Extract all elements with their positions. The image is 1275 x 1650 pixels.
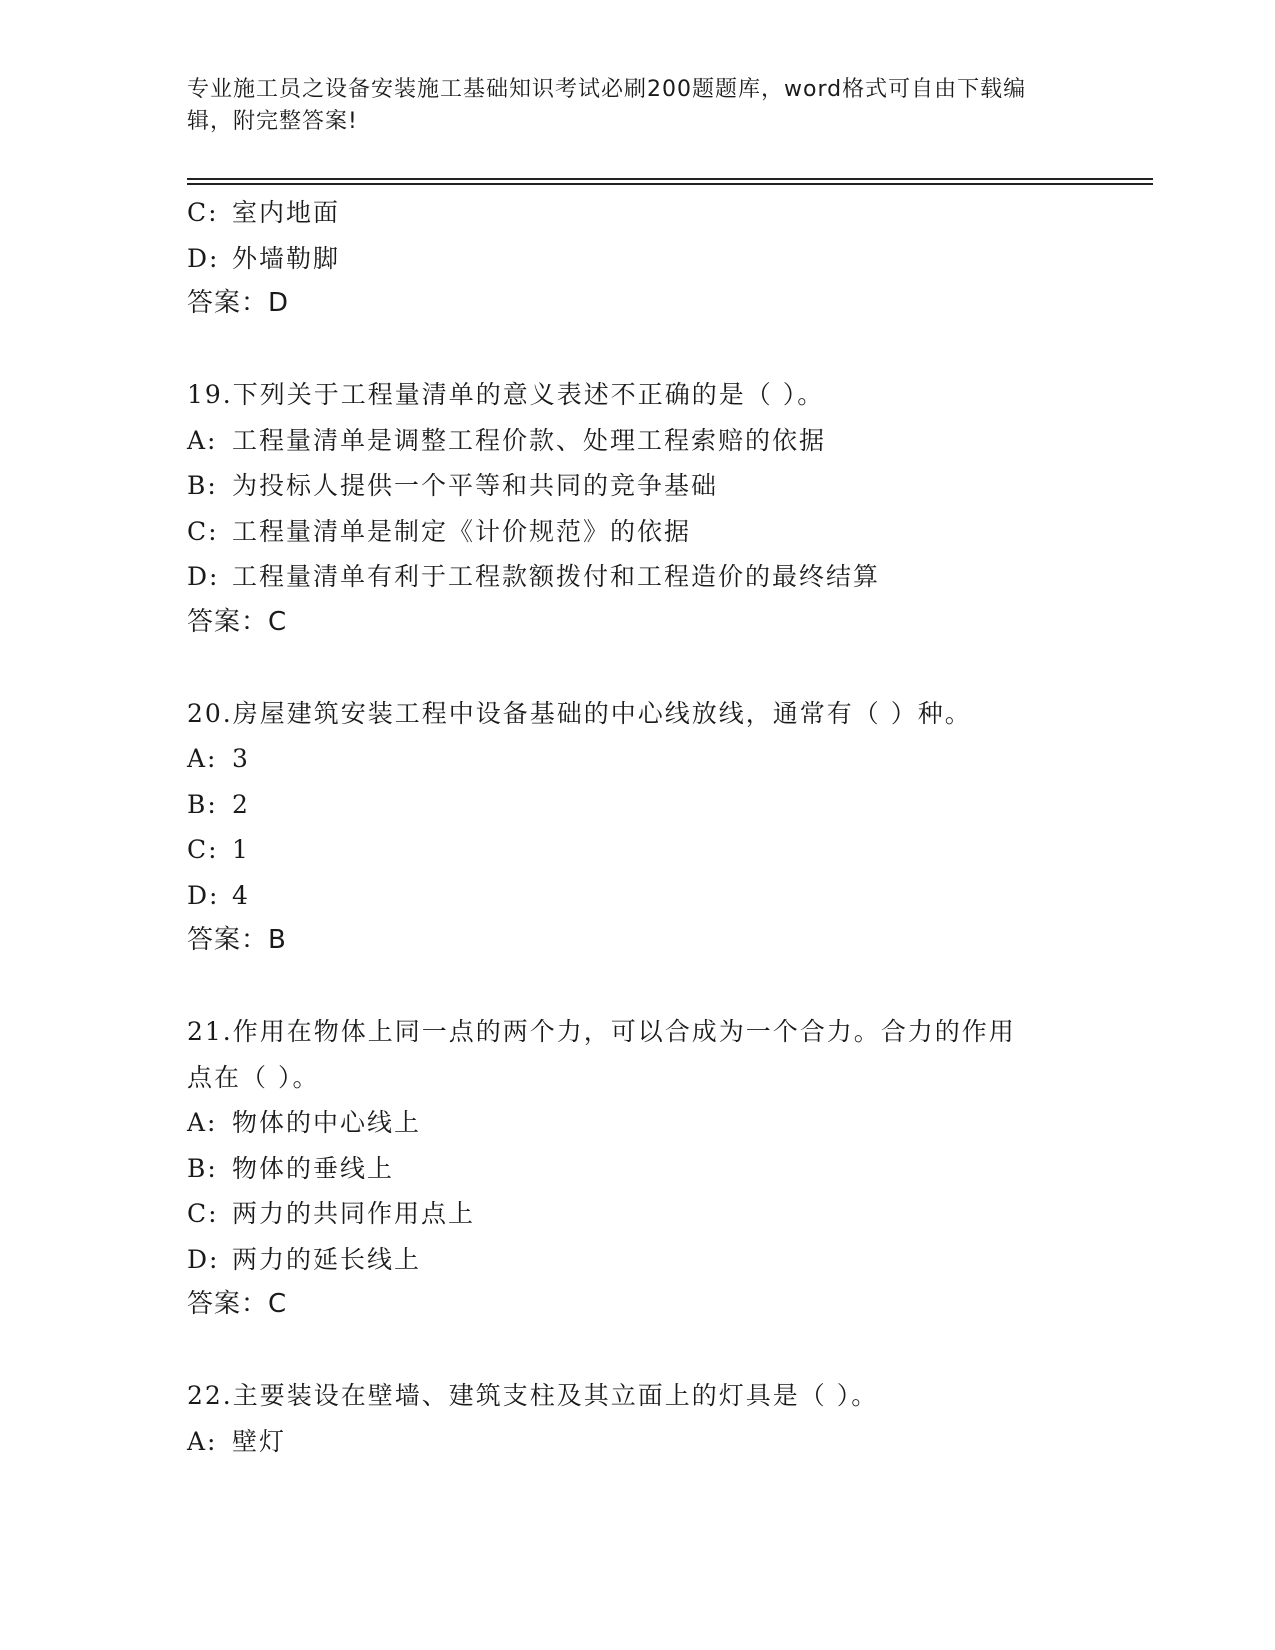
option-c <box>187 509 1153 555</box>
option-text: 工程量清单有利于工程款额拨付和工程造价的最终结算 <box>232 562 881 591</box>
question-stem: 20.房屋建筑安装工程中设备基础的中心线放线，通常有（ ）种。 <box>187 698 972 728</box>
option-text: 2 <box>232 789 250 819</box>
option-label: D: <box>187 243 220 273</box>
option-text: 室内地面 <box>232 198 341 227</box>
option-label: C: <box>187 835 219 864</box>
option-text: 工程量清单是制定《计价规范》的依据 <box>232 516 692 546</box>
option-c <box>187 827 1153 873</box>
answer-line: 答案：B <box>187 925 287 955</box>
header-divider-top <box>187 178 1153 180</box>
option-label: D: <box>187 880 220 910</box>
header-divider-bottom <box>187 183 1153 185</box>
option-label: A: <box>187 425 218 455</box>
option-c <box>187 190 1153 236</box>
option-text: 壁灯 <box>232 1426 287 1456</box>
option-text: 为投标人提供一个平等和共同的竞争基础 <box>232 471 719 500</box>
document-header: 专业施工员之设备安装施工基础知识考试必刷200题题库，word格式可自由下载编辑，附完整答案! <box>187 77 1027 134</box>
option-text: 4 <box>232 880 250 910</box>
option-label: A: <box>187 744 218 773</box>
answer-line: 答案：C <box>187 606 288 637</box>
option-text: 两力的延长线上 <box>232 1244 422 1274</box>
option-b <box>187 782 1153 828</box>
question-stem: 21.作用在物体上同一点的两个力，可以合成为一个合力。合力的作用 <box>187 1017 1016 1046</box>
answer-line: 答案：C <box>187 1289 288 1319</box>
option-label: A: <box>187 1426 218 1456</box>
option-text: 外墙勒脚 <box>232 243 341 273</box>
option-b <box>187 463 1153 509</box>
question-stem: 22.主要装设在壁墙、建筑支柱及其立面上的灯具是（ ）。 <box>187 1381 879 1410</box>
option-label: D: <box>187 562 220 591</box>
option-a <box>187 1419 1153 1465</box>
question-stem: 19.下列关于工程量清单的意义表述不正确的是（ ）。 <box>187 380 825 409</box>
option-text: 3 <box>232 744 250 773</box>
option-d <box>187 554 1153 600</box>
option-a <box>187 418 1153 464</box>
option-label: C: <box>187 1199 219 1228</box>
option-d <box>187 873 1153 919</box>
option-label: A: <box>187 1108 218 1137</box>
option-text: 物体的垂线上 <box>232 1153 395 1183</box>
option-a <box>187 1100 1153 1146</box>
option-text: 1 <box>232 835 250 864</box>
option-b <box>187 1146 1153 1192</box>
question-content <box>187 190 1153 1464</box>
option-label: B: <box>187 1153 218 1183</box>
option-label: C: <box>187 516 219 546</box>
question-stem-continued: 点在（ ）。 <box>187 1062 320 1092</box>
option-text: 物体的中心线上 <box>232 1108 422 1137</box>
option-d <box>187 1237 1153 1283</box>
option-label: C: <box>187 198 219 227</box>
answer-line: 答案：D <box>187 288 290 318</box>
option-c <box>187 1191 1153 1237</box>
option-a <box>187 736 1153 782</box>
option-label: B: <box>187 789 218 819</box>
option-d <box>187 236 1153 282</box>
option-label: B: <box>187 471 218 500</box>
option-text: 两力的共同作用点上 <box>232 1199 476 1228</box>
option-label: D: <box>187 1244 220 1274</box>
option-text: 工程量清单是调整工程价款、处理工程索赔的依据 <box>232 425 827 455</box>
